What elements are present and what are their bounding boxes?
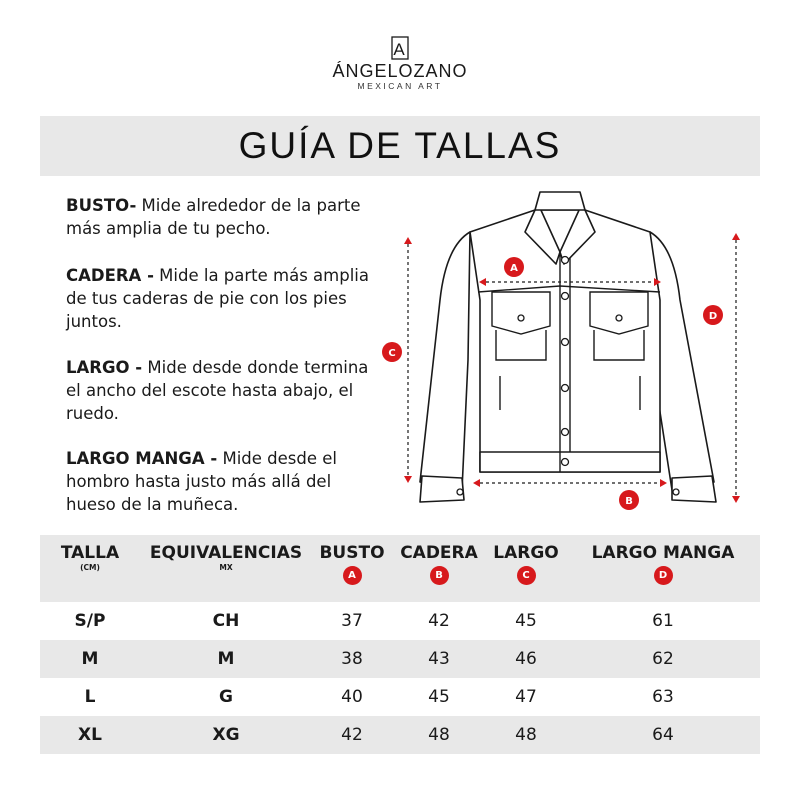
cell-largo: 46 (486, 640, 566, 678)
desc-text: Mide la parte más amplia de tus caderas de pie con los pies juntos. (66, 266, 369, 331)
cell-talla: L (84, 687, 96, 707)
jacket-diagram (360, 180, 760, 520)
desc-text: Mide desde donde termina el ancho del escote hasta abajo, el ruedo. (66, 358, 369, 423)
cell-cadera: 42 (428, 611, 450, 631)
cell-cadera: 45 (428, 687, 450, 707)
desc-cadera (66, 264, 386, 333)
table-row (40, 716, 760, 754)
cell-largo-manga: 62 (566, 640, 760, 678)
cell-largo: 48 (486, 716, 566, 754)
desc-term: LARGO - (66, 358, 143, 377)
desc-term: BUSTO- (66, 196, 137, 215)
marker-d-icon (703, 305, 723, 325)
title-band (40, 116, 760, 176)
header-largo-manga: LARGO MANGA D (566, 535, 760, 602)
cell-largo: 47 (515, 687, 537, 707)
table-header-row (40, 535, 760, 602)
svg-text:A: A (393, 40, 405, 59)
brand-subtitle: MEXICAN ART (357, 81, 443, 91)
desc-term: CADERA - (66, 266, 154, 285)
brand-logo (0, 36, 800, 92)
header-largo: LARGO C (486, 535, 566, 602)
header-equivalencias: EQUIVALENCIAS MX (140, 535, 312, 602)
svg-text:D: D (708, 311, 718, 322)
cell-largo-manga: 61 (652, 611, 674, 631)
cell-busto: 42 (312, 716, 392, 754)
cell-busto: 40 (341, 687, 363, 707)
header-cadera: CADERA B (392, 535, 486, 602)
cell-busto: 37 (341, 611, 363, 631)
badge-a-icon: A (343, 566, 362, 585)
cell-largo-manga: 63 (652, 687, 674, 707)
page-title: GUÍA DE TALLAS (238, 125, 562, 166)
desc-busto (66, 194, 386, 240)
table-row (40, 640, 760, 678)
desc-largo-manga (66, 447, 386, 516)
cell-busto: 38 (312, 640, 392, 678)
table-row (40, 678, 760, 716)
marker-b-icon (619, 490, 639, 510)
desc-term: LARGO MANGA - (66, 449, 218, 468)
size-table (40, 535, 760, 754)
cell-equivalencia: XG (140, 716, 312, 754)
cell-equivalencia: M (140, 640, 312, 678)
cell-talla: M (40, 640, 140, 678)
cell-cadera: 48 (392, 716, 486, 754)
cell-cadera: 43 (392, 640, 486, 678)
badge-d-icon: D (654, 566, 673, 585)
marker-a-icon (504, 257, 524, 277)
jacket-outline-icon (420, 192, 716, 502)
cell-largo-manga: 64 (566, 716, 760, 754)
brand-monogram-icon (391, 36, 409, 60)
header-busto: BUSTO A (312, 535, 392, 602)
desc-largo (66, 356, 386, 425)
svg-text:B: B (625, 496, 633, 507)
badge-c-icon: C (517, 566, 536, 585)
svg-text:C: C (388, 348, 396, 359)
cell-largo: 45 (515, 611, 537, 631)
cell-equivalencia: G (219, 687, 233, 707)
cell-talla: XL (40, 716, 140, 754)
desc-text: Mide desde el hombro hasta justo más allá del hueso de la muñeca. (66, 449, 337, 514)
svg-text:A: A (510, 263, 518, 274)
table-row (40, 602, 760, 640)
desc-text: Mide alrededor de la parte más amplia de tu pecho. (66, 196, 361, 238)
marker-c-icon (382, 342, 402, 362)
badge-b-icon: B (430, 566, 449, 585)
cell-talla: S/P (74, 611, 106, 631)
brand-name: ÁNGELOZANO (332, 61, 468, 81)
cell-equivalencia: CH (212, 611, 240, 631)
header-talla: TALLA (CM) (40, 535, 140, 602)
